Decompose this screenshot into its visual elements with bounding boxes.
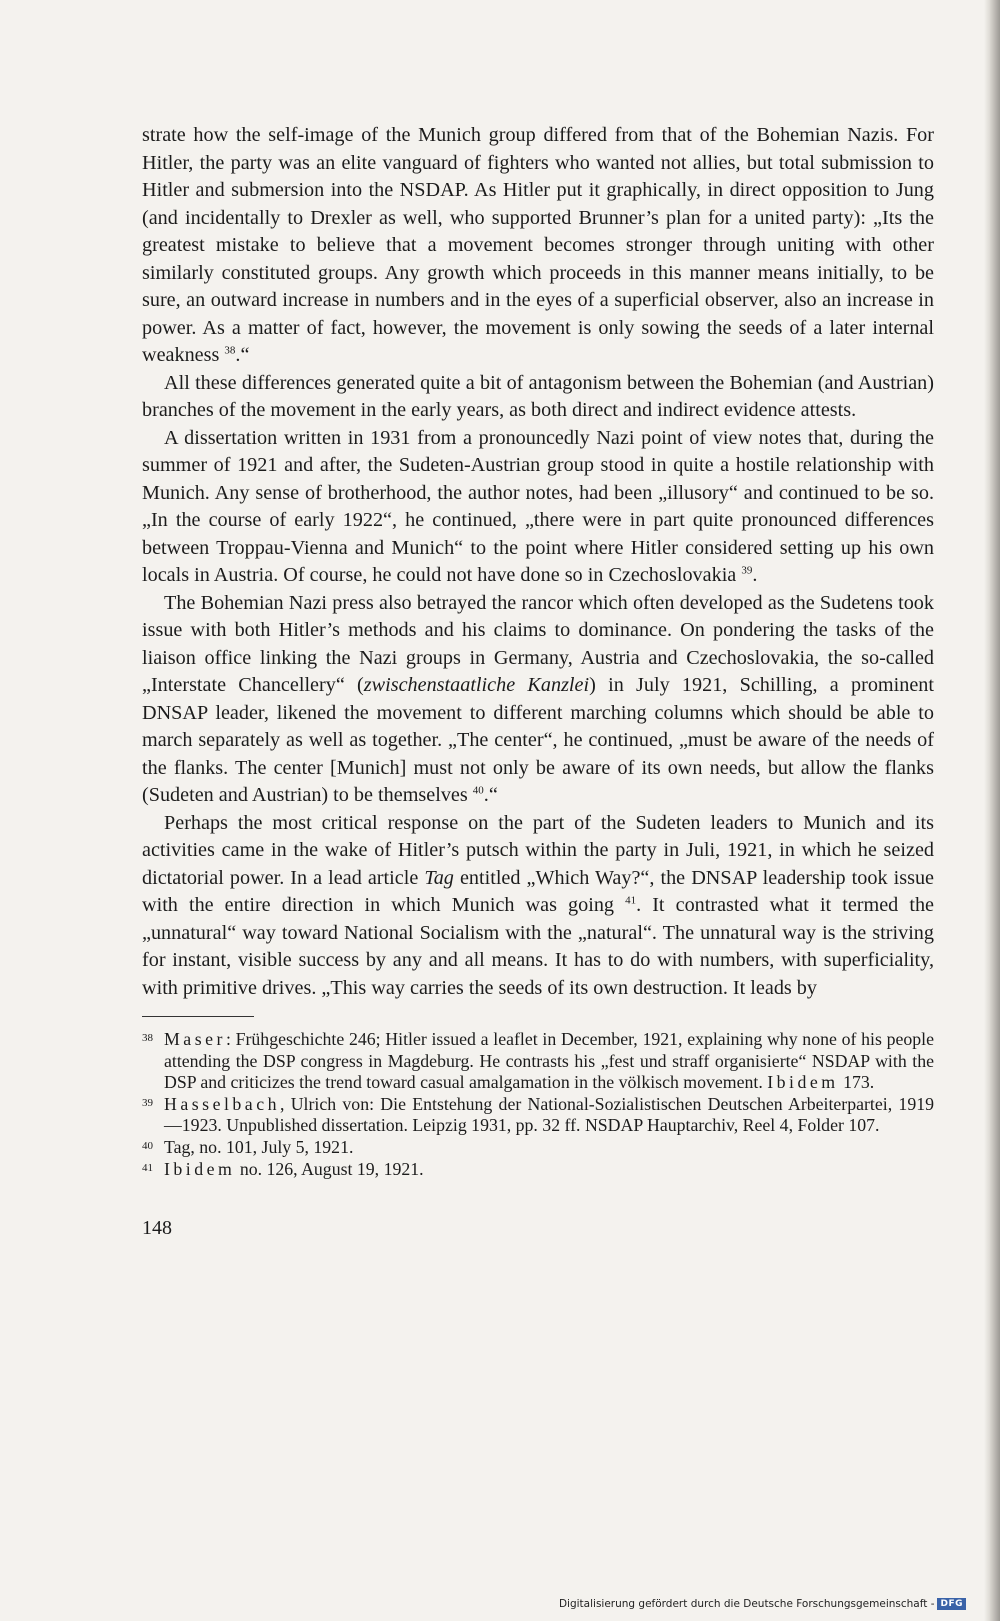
scan-edge (990, 0, 1000, 1621)
paragraph-tail: . (752, 564, 758, 586)
paragraph-tail: .“ (483, 784, 498, 806)
paragraph-4 (142, 590, 934, 810)
footnote-number: 38 (142, 1032, 153, 1044)
ibidem: Ibidem (164, 1158, 236, 1179)
paragraph-3 (142, 425, 934, 590)
footnote-number: 39 (142, 1096, 153, 1109)
body-text (142, 122, 934, 1002)
paragraph-text: ) in July 1921, Schilling, a prominent DNSAP leader, likened the movement to different marching columns which should be able to march separately as well as together. „The center“, he continued, „must be aware of the needs of the flanks. The center [Munich] must not only be aware of its own needs, but allow the flanks (Sudeten and Austrian) to be themselves (142, 674, 934, 806)
paragraph-1 (142, 122, 934, 370)
footnote-ref-39[interactable]: 39 (741, 564, 753, 577)
footnote-text: Tag, no. 101, July 5, 1921. (164, 1136, 354, 1157)
footnote-divider (142, 1016, 254, 1017)
paragraph-text: Perhaps the most critical response on the part of the Sudeten leaders to Munich and its activities came in the wake of Hitler’s putsch within the party in Juli, 1921, in which he seized dictatorial power. In a lead article (142, 811, 934, 889)
paragraph-text: All these differences generated quite a bit of antagonism between the Bohemian (and Austrian) branches of the movement in the early years, as both direct and indirect evidence attests. (142, 371, 934, 421)
footnote-text: : Frühgeschichte 246; Hitler issued a leaflet in December, 1921, explaining why none of his people attending the DSP congress in Magdeburg. He contrasts his „fest und straff organisierte“ NSDAP with the DSP and criticizes the trend toward casual amalgamation in the völkisch movement. (164, 1029, 934, 1093)
page-number: 148 (142, 1217, 172, 1240)
author-name: Hasselbach (164, 1093, 280, 1114)
footnote-ref-40[interactable]: 40 (472, 784, 484, 797)
paragraph-2 (142, 370, 934, 425)
footnote-text: no. 126, August 19, 1921. (235, 1158, 424, 1179)
footnote-ref-38[interactable]: 38 (224, 344, 236, 357)
footer-text: Digitalisierung gefördert durch die Deutsche Forschungsgemeinschaft - (558, 1598, 935, 1610)
paragraph-5 (142, 810, 934, 1003)
paragraph-tail: .“ (235, 344, 250, 366)
book-page (142, 122, 934, 1240)
italic-term: Tag (424, 866, 454, 889)
footnote-41 (142, 1159, 934, 1181)
footnote-40 (142, 1137, 934, 1159)
footnote-number: 40 (142, 1139, 153, 1152)
footnotes (142, 1029, 934, 1180)
footnote-number: 41 (142, 1161, 153, 1174)
ibidem: Ibidem (767, 1072, 839, 1093)
digitization-footer (559, 1598, 966, 1610)
paragraph-text: . It contrasted what it termed the „unnatural“ way toward National Socialism with the „natural“. The unnatural way is the striving for instant, visible success by any and all means. It has to do with numbers, with superficiality, with primitive drives. „This way carries the seeds of its own destruction. It leads by (142, 894, 934, 999)
paragraph-text: A dissertation written in 1931 from a pronouncedly Nazi point of view notes that, during the summer of 1921 and after, the Sudeten-Austrian group stood in quite a hostile relationship with Munich. Any sense of brotherhood, the author notes, had been „illusory“ and continued to be so. „In the course of early 1922“, he continued, „there were in part quite pronounced differences between Troppau-Vienna and Munich“ to the point where Hitler considered setting up his own locals in Austria. Of course, he could not have done so in Czechoslovakia (142, 426, 934, 586)
footnote-38 (142, 1029, 934, 1094)
footnote-ref-41[interactable]: 41 (625, 894, 637, 907)
paragraph-text: The Bohemian Nazi press also betrayed the rancor which often developed as the Sudetens took issue with both Hitler’s methods and his claims to dominance. On pondering the tasks of the liaison office linking the Nazi groups in Germany, Austria and Czechoslovakia, the so-called „Interstate Chancellery“ ( (142, 591, 934, 696)
footnote-39 (142, 1094, 934, 1137)
paragraph-text: entitled „Which Way?“, the DNSAP leadership took issue with the entire direction in which Munich was going (142, 866, 934, 916)
footnote-tail: 173. (838, 1072, 875, 1093)
footnote-text: , Ulrich von: Die Entstehung der National-Sozialistischen Deutschen Arbeiterpartei, 1919—1923. Unpublished dissertation. Leipzig 1931, pp. 32 ff. NSDAP Hauptarchiv, Reel 4, Folder 107. (164, 1093, 934, 1136)
paragraph-text: strate how the self-image of the Munich group differed from that of the Bohemian Nazis. For Hitler, the party was an elite vanguard of fighters who wanted not allies, but total submission to Hitler and submersion into the NSDAP. As Hitler put it graphically, in direct opposition to Jung (and incidentally to Drexler as well, who supported Brunner’s plan for a united party): „Its the greatest mistake to believe that a movement becomes stronger through uniting with other similarly constituted groups. Any growth which proceeds in this manner means initially, to be sure, an outward increase in numbers and in the eyes of a superficial observer, also an increase in power. As a matter of fact, however, the movement is only sowing the seeds of a later internal weakness (142, 124, 934, 366)
italic-term: zwischenstaatliche Kanzlei (363, 674, 590, 696)
dfg-logo[interactable]: DFG (937, 1598, 966, 1610)
author-name: Maser (164, 1029, 226, 1049)
